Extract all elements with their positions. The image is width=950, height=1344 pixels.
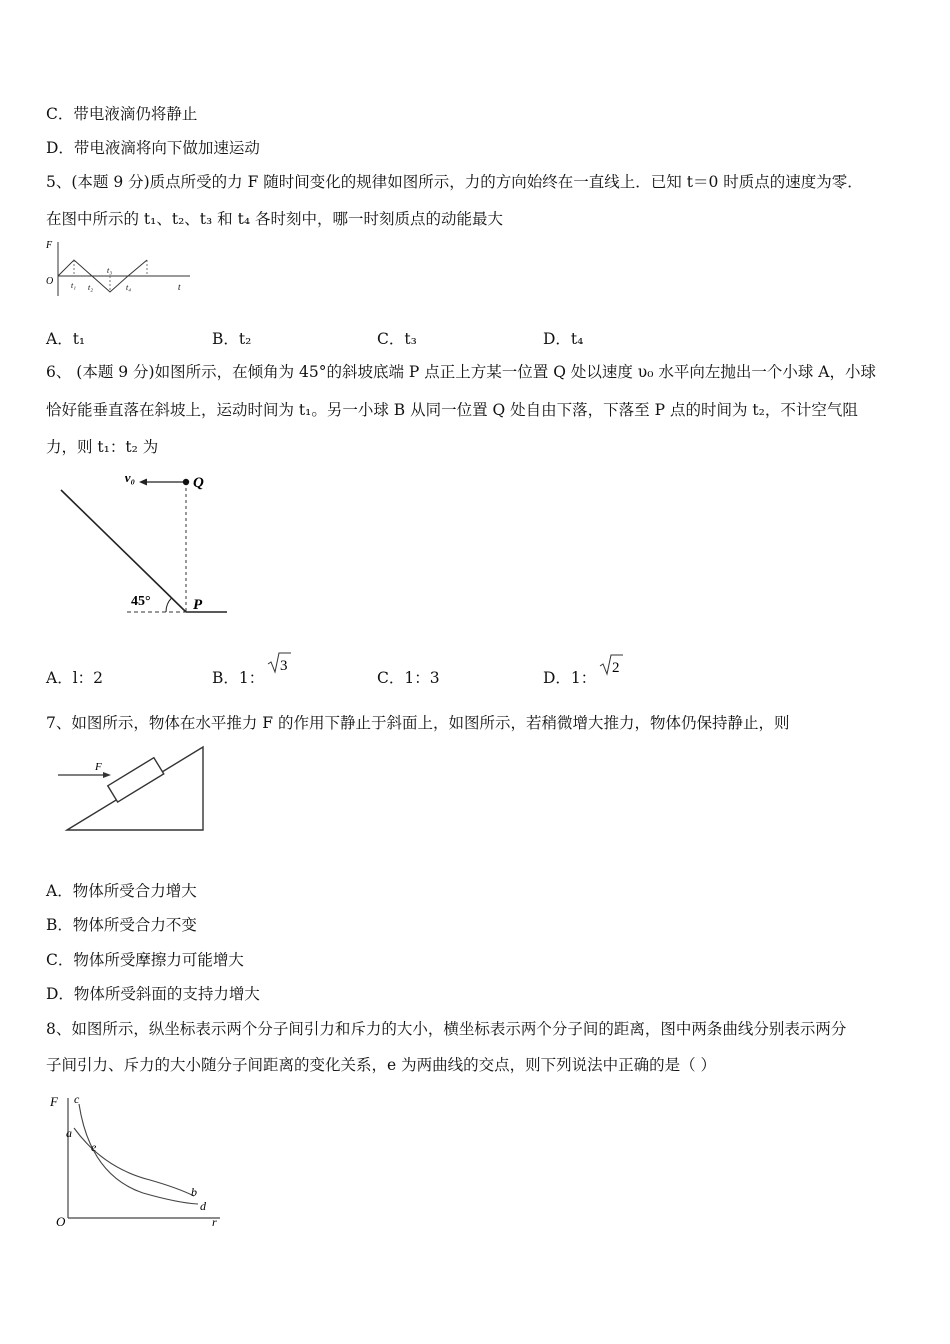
q6-fig-label-p: P [193,597,203,613]
q6-sqrt3-value: 3 [280,658,288,674]
q4-option-d: D．带电液滴将向下做加速运动 [46,139,260,157]
q5-fig-label-f: F [46,240,53,251]
q5-fig-label-t1: t₁ [71,281,77,290]
q5-fig-label-o: O [46,276,54,287]
q6-fig-label-v0: v₀ [124,470,135,485]
q6-option-b-sqrt3 [266,651,292,675]
q8-fig-label-d: d [200,1199,206,1213]
q5-option-a: A．t₁ [46,330,86,348]
q6-option-d-sqrt2 [598,653,624,677]
q6-stem-line1: 6、 (本题 9 分)如图所示，在倾角为 45°的斜坡底端 P 点正上方某一位置 Q 处以速度 υ₀ 水平向左抛出一个小球 A，小球 [46,363,876,381]
q6-stem-line2: 恰好能垂直落在斜坡上，运动时间为 t₁。另一小球 B 从同一位置 Q 处自由下落，下落至 P 点的时间为 t₂，不计空气阻 [46,401,858,419]
q5-force-time-graph [44,238,194,300]
q5-fig-label-t: t [178,282,181,292]
q5-option-c: C．t₃ [377,330,417,348]
q8-fig-label-b: b [191,1185,197,1199]
q6-option-c: C．1：3 [377,669,440,687]
q7-option-c: C．物体所受摩擦力可能增大 [46,951,244,969]
q7-fig-label-f: F [95,761,102,773]
q8-fig-label-c: c [74,1092,80,1106]
q7-stem-line1: 7、如图所示，物体在水平推力 F 的作用下静止于斜面上，如图所示，若稍微增大推力，物体仍保持静止，则 [46,714,790,732]
q6-option-d: D．1： [543,669,597,687]
q5-fig-label-t3: t₃ [107,266,113,275]
q8-molecular-force-graph [48,1090,228,1238]
q7-option-b: B．物体所受合力不变 [46,916,197,934]
q5-stem-line2: 在图中所示的 t₁、t₂、t₃ 和 t₄ 各时刻中，哪一时刻质点的动能最大 [46,210,503,228]
q6-slope-diagram [55,462,235,622]
q5-stem-line1: 5、(本题 9 分)质点所受的力 F 随时间变化的规律如图所示，力的方向始终在一直线上．已知 t＝0 时质点的速度为零． [46,173,863,191]
q8-fig-label-e: e [91,1140,97,1154]
q7-option-a: A．物体所受合力增大 [46,882,197,900]
q8-fig-label-a: a [66,1126,72,1140]
q6-option-b: B．1： [212,669,265,687]
q4-option-c: C．带电液滴仍将静止 [46,105,198,123]
q7-option-d: D．物体所受斜面的支持力增大 [46,985,260,1003]
q6-sqrt2-value: 2 [612,660,620,676]
q5-option-b: B．t₂ [212,330,252,348]
q5-fig-label-t4: t₄ [126,283,132,292]
q6-option-a: A．l：2 [46,669,104,687]
q8-fig-label-f: F [50,1094,58,1109]
q8-stem-line2: 子间引力、斥力的大小随分子间距离的变化关系，e 为两曲线的交点，则下列说法中正确的是（ ） [46,1056,717,1074]
q5-option-d: D．t₄ [543,330,584,348]
q6-fig-label-angle: 45° [131,594,151,609]
q8-fig-label-o: O [56,1214,66,1229]
q8-fig-label-r: r [212,1215,217,1229]
q7-incline-diagram [55,742,215,837]
q8-stem-line1: 8、如图所示，纵坐标表示两个分子间引力和斥力的大小，横坐标表示两个分子间的距离，图中两条曲线分别表示两分 [46,1020,847,1038]
q6-fig-label-q: Q [193,475,204,491]
q6-stem-line3: 力，则 t₁：t₂ 为 [46,438,159,456]
q5-fig-label-t2: t₂ [88,283,94,292]
